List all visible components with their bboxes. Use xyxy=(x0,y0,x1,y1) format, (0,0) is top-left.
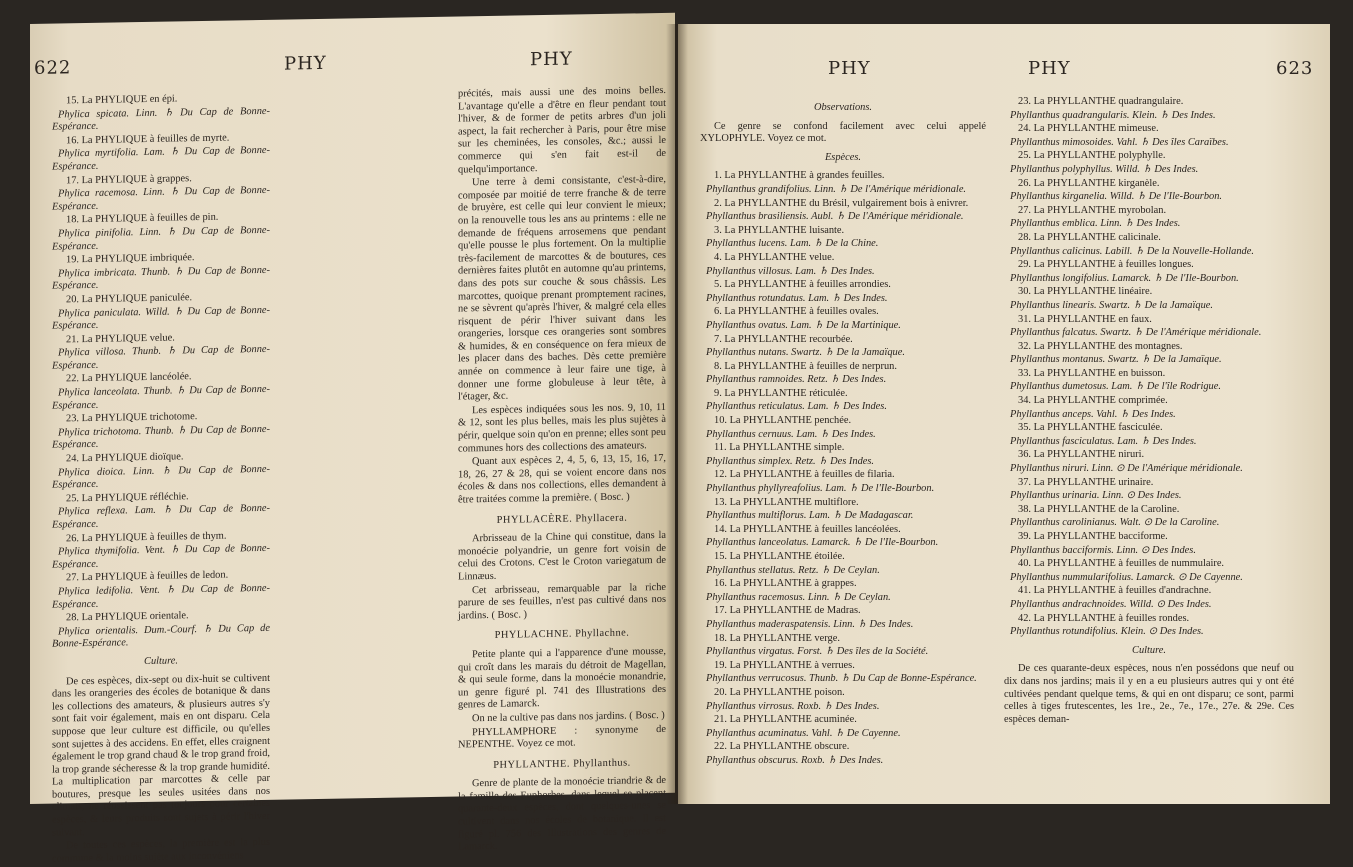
text-line: Phylica spicata. Linn. ♄ Du Cap de Bonne-Espérance. xyxy=(52,105,270,133)
text-line: Phylica thymifolia. Vent. ♄ Du Cap de Bonne-Espérance. xyxy=(52,542,270,571)
text-line: Phyllanthus lucens. Lam. ♄ De la Chine. xyxy=(706,238,879,250)
text-line: Phyllanthus nummularifolius. Lamarck. ⊙ De Cayenne. xyxy=(1010,571,1243,583)
text-line: Phyllanthus kirganelia. Willd. ♄ De l'Ile-Bourbon. xyxy=(1010,191,1223,203)
text-line: Phyllanthus reticulatus. Lam. ♄ Des Indes. xyxy=(706,401,887,413)
text-line: Phyllanthus longifolius. Lamarck. ♄ De l'Ile-Bourbon. xyxy=(1010,272,1239,284)
text-line: 29. La PHYLLANTHE à feuilles longues. xyxy=(1018,259,1194,271)
text-line: Une terre à demi consistante, c'est-à-dire, composée par moitié de terre franche & de terre de bruyère, est celle qui leur convient le mieux; on la renouvelle tous les ans au printems : elle ne demande de fréquens arrosemens que pendant qu'elle pousse le plus fortement. On la multiplie très-facilement de marcottes & de boutures, ces dernières faites plutôt en automne qu'au printems, dans des pots sur couche & sous châssis. Les marcottes, quoique prenant promptement racines, ne se sèvrent qu'après l'hiver, & malgré cela elles risquent de périr l'hiver suivant dans les orangeries, lorsque ces orangeries sont sombres & humides, & en conséquence on fera mieux de les placer dans des baches. Dès cette première année on commence à leur faire une tige, à donner une forme globuleuse à leur tête, à l'étager, &c. xyxy=(458,174,666,403)
text-line: 41. La PHYLLANTHE à feuilles d'andrachne. xyxy=(1018,585,1212,597)
text-line: Phyllanthus calicinus. Labill. ♄ De la Nouvelle-Hollande. xyxy=(1010,245,1254,257)
text-line: 27. La PHYLLANTHE myrobolan. xyxy=(1018,204,1167,216)
text-line: 26. La PHYLIQUE à feuilles de thym. xyxy=(66,530,227,544)
text-line: Phyllanthus carolinianus. Walt. ⊙ De la Caroline. xyxy=(1010,517,1220,529)
text-line: Phyllanthus stellatus. Retz. ♄ De Ceylan. xyxy=(706,564,880,576)
text-line: 38. La PHYLLANTHE de la Caroline. xyxy=(1018,503,1180,515)
text-line: Les espèces indiquées sous les nos. 9, 10, 11 & 12, sont les plus belles, mais les plus sujètes à périr, quelque soin qu'on en prenne; elles sont peu communes hors des collections des amateurs. xyxy=(458,401,666,455)
text-line: 23. La PHYLIQUE trichotome. xyxy=(66,411,198,425)
text-line: 28. La PHYLIQUE orientale. xyxy=(66,610,189,624)
left-running-head-2: PHY xyxy=(530,48,573,71)
right-page-column-2 xyxy=(1004,96,1294,727)
text-line: 8. La PHYLLANTHE à feuilles de nerprun. xyxy=(714,360,897,372)
book-gutter xyxy=(666,24,688,804)
text-line: Phyllanthus montanus. Swartz. ♄ De la Jamaïque. xyxy=(1010,354,1222,366)
text-line: 13. La PHYLLANTHE multiflore. xyxy=(714,496,859,508)
text-line: 18. La PHYLLANTHE verge. xyxy=(714,632,840,644)
text-line: On ne la cultive pas dans nos jardins. ( Bosc. ) xyxy=(472,709,665,725)
text-line: Phyllanthus ramnoides. Retz. ♄ Des Indes. xyxy=(706,374,887,386)
text-line: Phylica paniculata. Willd. ♄ Du Cap de Bonne-Espérance. xyxy=(52,304,270,332)
text-line: De toutes ces espèces, la première est la plus commune & la moins sujète aux inconvéniens xyxy=(52,837,270,865)
text-line: 6. La PHYLLANTHE à feuilles ovales. xyxy=(714,306,879,318)
text-line: Phyllanthus maderaspatensis. Linn. ♄ Des Indes. xyxy=(706,618,914,630)
text-line: Phylica dioica. Linn. ♄ Du Cap de Bonne-Espérance. xyxy=(52,463,270,491)
text-line: Phylica racemosa. Linn. ♄ Du Cap de Bonne-Espérance. xyxy=(52,184,270,213)
text-line: 20. La PHYLLANTHE poison. xyxy=(714,686,845,698)
text-line: PHYLLANTHE. Phyllanthus. xyxy=(493,757,631,771)
text-line: Phyllanthus racemosus. Linn. ♄ De Ceylan. xyxy=(706,591,891,603)
text-line: 22. La PHYLLANTHE obscure. xyxy=(714,741,850,753)
right-running-head-2: PHY xyxy=(1028,58,1071,79)
text-line: Phyllanthus urinaria. Linn. ⊙ Des Indes. xyxy=(1010,490,1182,502)
text-line: Phyllanthus cernuus. Lam. ♄ Des Indes. xyxy=(706,428,876,440)
text-line: Phyllanthus grandifolius. Linn. ♄ De l'Amérique méridionale. xyxy=(706,183,967,195)
text-line: Genre de plante de la monoécie triandrie & de la famille des Euphorbes, dans lequel se placent quarante-deux espèces, dont quelques-unes se cultivent dans nos écoles de botanique. Il est figuré pl. 756 des Illustrations des genres de Lamarck. xyxy=(458,775,666,853)
text-line: 21. La PHYLLANTHE acuminée. xyxy=(714,714,857,726)
text-line: 19. La PHYLIQUE imbriquée. xyxy=(66,252,195,266)
text-line: 24. La PHYLLANTHE mimeuse. xyxy=(1018,123,1159,135)
text-line: PHYLLACHNE. Phyllachne. xyxy=(494,627,630,642)
text-line: 22. La PHYLIQUE lancéolée. xyxy=(66,371,192,385)
left-page-column-2 xyxy=(458,85,666,855)
text-line: Phylica myrtifolia. Lam. ♄ Du Cap de Bonne-Espérance. xyxy=(52,145,270,173)
text-line: Phylica reflexa. Lam. ♄ Du Cap de Bonne-Espérance. xyxy=(52,503,270,531)
text-line: Observations. xyxy=(813,102,872,113)
text-line: Phyllanthus virgatus. Forst. ♄ Des îles de la Société. xyxy=(706,646,929,658)
text-line: 17. La PHYLIQUE à grappes. xyxy=(66,172,192,186)
text-line: Phyllanthus phyllyreafolius. Lam. ♄ De l'Ile-Bourbon. xyxy=(706,483,935,495)
text-line: 34. La PHYLLANTHE comprimée. xyxy=(1018,395,1168,407)
text-line: Phyllanthus simplex. Retz. ♄ Des Indes. xyxy=(706,455,875,467)
text-line: 30. La PHYLLANTHE linéaire. xyxy=(1018,286,1153,298)
text-line: Phyllanthus falcatus. Swartz. ♄ De l'Amérique méridionale. xyxy=(1010,327,1262,339)
text-line: Phyllanthus ovatus. Lam. ♄ De la Martinique. xyxy=(706,319,901,331)
text-line: Phyllanthus linearis. Swartz. ♄ De la Jamaïque. xyxy=(1010,299,1213,311)
text-line: 31. La PHYLLANTHE en faux. xyxy=(1018,313,1152,325)
text-line: Culture. xyxy=(144,655,178,667)
text-line: Phyllanthus lanceolatus. Lamarck. ♄ De l'Ile-Bourbon. xyxy=(706,537,939,549)
right-page xyxy=(678,24,1330,804)
text-line: Phyllanthus dumetosus. Lam. ♄ De l'île Rodrigue. xyxy=(1010,381,1221,393)
right-page-number: 623 xyxy=(1276,58,1314,79)
text-line: 15. La PHYLIQUE en épi. xyxy=(66,93,178,107)
text-line: Phyllanthus niruri. Linn. ⊙ De l'Amérique méridionale. xyxy=(1010,463,1243,475)
text-line: Phyllanthus villosus. Lam. ♄ Des Indes. xyxy=(706,265,875,277)
text-line: Phylica villosa. Thunb. ♄ Du Cap de Bonne-Espérance. xyxy=(52,344,270,372)
text-line: 37. La PHYLLANTHE urinaire. xyxy=(1018,476,1154,488)
text-line: 14. La PHYLLANTHE à feuilles lancéolées. xyxy=(714,523,901,535)
text-line: 9. La PHYLLANTHE réticulée. xyxy=(714,387,848,399)
text-line: Phylica trichotoma. Thunb. ♄ Du Cap de Bonne-Espérance. xyxy=(52,423,270,452)
text-line: Phyllanthus mimosoides. Vahl. ♄ Des îles Caraïbes. xyxy=(1010,136,1229,148)
left-page-column-1 xyxy=(52,92,270,867)
text-line: 11. La PHYLLANTHE simple. xyxy=(714,442,845,454)
text-line: Phylica lanceolata. Thunb. ♄ Du Cap de Bonne-Espérance. xyxy=(52,383,270,412)
text-line: Culture. xyxy=(1132,644,1166,656)
text-line: 36. La PHYLLANTHE niruri. xyxy=(1018,449,1145,461)
text-line: De ces quarante-deux espèces, nous n'en possédons que neuf ou dix dans nos jardins; mais il y en a eu plusieurs autres qui y ont été cultivées pendant quelque tems, & qui en ont disparu; ce sont, parmi celles à tiges frutescentes, les 1re., 2e., 7e., 17e., 27e. & 29e. Ces espèces deman- xyxy=(1004,663,1294,725)
text-line: 26. La PHYLLANTHE kirganèle. xyxy=(1018,177,1160,189)
text-line: 23. La PHYLLANTHE quadrangulaire. xyxy=(1018,96,1184,107)
text-line: 17. La PHYLLANTHE de Madras. xyxy=(714,605,861,617)
text-line: PHYLLACÈRE. Phyllacera. xyxy=(496,512,628,526)
text-line: Phyllanthus multiflorus. Lam. ♄ De Madagascar. xyxy=(706,510,914,522)
text-line: 19. La PHYLLANTHE à verrues. xyxy=(714,659,855,671)
text-line: 10. La PHYLLANTHE penchée. xyxy=(714,415,852,427)
text-line: 3. La PHYLLANTHE luisante. xyxy=(714,224,845,236)
text-line: Phyllanthus acuminatus. Vahl. ♄ De Cayenne. xyxy=(706,727,901,739)
text-line: 39. La PHYLLANTHE bacciforme. xyxy=(1018,531,1168,542)
text-line: Phyllanthus obscurus. Roxb. ♄ Des Indes. xyxy=(706,754,884,766)
text-line: 16. La PHYLLANTHE à grappes. xyxy=(714,578,857,590)
text-line: 25. La PHYLIQUE réfléchie. xyxy=(66,491,189,505)
text-line: Phyllanthus polyphyllus. Willd. ♄ Des Indes. xyxy=(1010,163,1199,175)
text-line: Phyllanthus andrachnoides. Willd. ⊙ Des Indes. xyxy=(1010,598,1212,610)
text-line: 12. La PHYLLANTHE à feuilles de filaria. xyxy=(714,469,895,481)
text-line: Phyllanthus virrosus. Roxb. ♄ Des Indes. xyxy=(706,700,880,712)
text-line: précités, mais aussi une des moins belles. L'avantage qu'elle a d'être en fleur pendant tout l'hiver, & de former de petits arbres d'un joli aspect, la fait rechercher à Paris, pour être mise sur les cheminées, les consoles, &c.; aussi le commerce qui s'en fait est-il de quelqu'importance. xyxy=(458,84,666,176)
text-line: 24. La PHYLIQUE dioïque. xyxy=(66,451,184,465)
text-line: 35. La PHYLLANTHE fasciculée. xyxy=(1018,422,1163,434)
left-page-number: 622 xyxy=(34,57,72,79)
text-line: 7. La PHYLLANTHE recourbée. xyxy=(714,333,853,345)
text-line: 33. La PHYLLANTHE en buisson. xyxy=(1018,367,1166,379)
text-line: Ce genre se confond facilement avec celui appelé XYLOPHYLE. Voyez ce mot. xyxy=(700,120,986,145)
text-line: Arbrisseau de la Chine qui constitue, dans la monoécie polyandrie, un genre fort voisin de celui des Crotons. C'est le Croton variegatum de Linnæus. xyxy=(458,530,666,583)
text-line: 20. La PHYLIQUE paniculée. xyxy=(66,292,193,306)
text-line: De ces espèces, dix-sept ou dix-huit se cultivent dans les orangeries des écoles de botanique & dans les collections des amateurs, & plusieurs autres s'y sont fait voir également, mais en ont disparu. Cela suppose que leur culture est difficile, ou qu'elles sont sujettes à des accidens. En effet, elles craignent également le trop grand chaud & le trop grand froid, la trop grande sécheresse & la trop grande humidité. La multiplication par marcottes & celle par boutures, presque les seules usitées dans nos climats, ne réussissent pas toujours pour certaines espèces, & leurs produits sont sujets à périr l'hiver suivant. xyxy=(52,672,270,839)
text-line: Phyllanthus rotundatus. Lam. ♄ Des Indes. xyxy=(706,292,888,304)
book-spread xyxy=(30,24,1330,865)
text-line: Phyllanthus verrucosus. Thunb. ♄ Du Cap de Bonne-Espérance. xyxy=(706,673,977,685)
text-line: Petite plante qui a l'apparence d'une mousse, qui croît dans les marais du détroit de Magellan, & qui seule forme, dans la monoécie monandrie, un genre figuré pl. 741 des Illustrations des genres de Lamarck. xyxy=(458,645,666,711)
text-line: 2. La PHYLLANTHE du Brésil, vulgairement bois à enivrer. xyxy=(714,197,969,209)
text-line: Phyllanthus bacciformis. Linn. ⊙ Des Indes. xyxy=(1010,544,1196,556)
text-line: 4. La PHYLLANTHE velue. xyxy=(714,251,835,263)
text-line: Cet arbrisseau, remarquable par la riche parure de ses feuilles, n'est pas cultivé dans nos jardins. ( Bosc. ) xyxy=(458,581,666,622)
text-line: Phyllanthus brasiliensis. Aubl. ♄ De l'Amérique méridionale. xyxy=(706,211,964,223)
text-line: 28. La PHYLLANTHE calicinale. xyxy=(1018,231,1161,243)
text-line: 42. La PHYLLANTHE à feuilles rondes. xyxy=(1018,612,1190,624)
text-line: 27. La PHYLIQUE à feuilles de ledon. xyxy=(66,569,229,584)
text-line: Phyllanthus quadrangularis. Klein. ♄ Des Indes. xyxy=(1010,109,1216,121)
left-running-head-1: PHY xyxy=(284,52,327,75)
text-line: 32. La PHYLLANTHE des montagnes. xyxy=(1018,340,1183,352)
text-line: Phyllanthus anceps. Vahl. ♄ Des Indes. xyxy=(1010,408,1176,420)
text-line: Phyllanthus emblica. Linn. ♄ Des Indes. xyxy=(1010,218,1181,230)
text-line: 25. La PHYLLANTHE polyphylle. xyxy=(1018,150,1166,162)
text-line: PHYLLAMPHORE : synonyme de NEPENTHE. Voyez ce mot. xyxy=(458,723,666,751)
right-page-column-1 xyxy=(700,96,986,769)
text-line: 1. La PHYLLANTHE à grandes feuilles. xyxy=(714,170,885,182)
text-line: Phyllanthus rotundifolius. Klein. ⊙ Des Indes. xyxy=(1010,626,1204,638)
text-line: Phyllanthus fasciculatus. Lam. ♄ Des Indes. xyxy=(1010,435,1197,447)
text-line: 18. La PHYLIQUE à feuilles de pin. xyxy=(66,212,219,226)
text-line: Phylica imbricata. Thunb. ♄ Du Cap de Bonne-Espérance. xyxy=(52,264,270,292)
text-line: Phylica orientalis. Dum.-Courf. ♄ Du Cap de Bonne-Espérance. xyxy=(52,622,270,650)
text-line: Quant aux espèces 2, 4, 5, 6, 13, 15, 16, 17, 18, 26, 27 & 28, qui se voient encore dans nos écoles & dans nos collections, elles demandent à être traitées comme la première. ( Bosc. ) xyxy=(458,453,666,506)
text-line: 16. La PHYLIQUE à feuilles de myrte. xyxy=(66,132,230,147)
text-line: 5. La PHYLLANTHE à feuilles arrondies. xyxy=(714,279,891,291)
text-line: Phyllanthus nutans. Swartz. ♄ De la Jamaïque. xyxy=(706,347,905,359)
text-line: 15. La PHYLLANTHE étoilée. xyxy=(714,551,845,562)
text-line: Phylica pinifolia. Linn. ♄ Du Cap de Bonne-Espérance. xyxy=(52,224,270,253)
text-line: Phylica ledifolia. Vent. ♄ Du Cap de Bonne-Espérance. xyxy=(52,582,270,611)
left-page xyxy=(30,13,675,865)
text-line: 21. La PHYLIQUE velue. xyxy=(66,332,175,346)
text-line: Espèces. xyxy=(824,151,862,163)
text-line: 40. La PHYLLANTHE à feuilles de nummulaire. xyxy=(1018,558,1225,570)
right-running-head-1: PHY xyxy=(828,58,871,79)
